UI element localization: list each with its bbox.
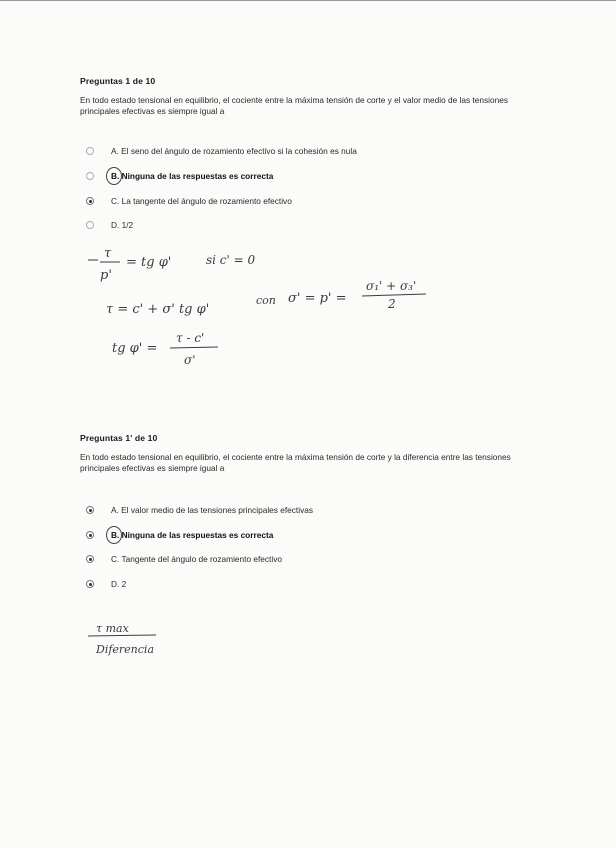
q1-option-b-label: B. Ninguna de las respuestas es correcta [111,171,274,181]
q1-option-c-radio[interactable] [86,197,94,205]
hw-eq2b: σ' = p' = [288,291,347,306]
q1-option-a-label: A. El seno del ángulo de rozamiento efectivo si la cohesión es nula [111,146,357,156]
question-2-text: En todo estado tensional en equilibrio, el cociente entre la máxima tensión de corte y la diferencia entre las tensiones principales efectivas es siempre igual a [80,452,511,473]
question-2-title: Preguntas 1' de 10 [80,433,158,443]
hw-eq3-num: τ - c' [176,331,205,345]
question-1-title: Preguntas 1 de 10 [80,76,156,86]
hw-eq2: τ = c' + σ' tg φ' [106,302,210,317]
hw-rhs: = tg φ' [126,255,172,270]
hw-lhs: τ [104,246,112,261]
hw-frac-den: 2 [388,297,396,311]
q2-option-b-label: B. Ninguna de las respuestas es correcta [111,530,274,540]
hw-q2-den: Diferencia [96,643,155,656]
hw-fraction-line-3 [170,347,218,348]
hw-cond: si c' = 0 [206,253,256,267]
q2-option-d-label: D. 2 [111,579,127,589]
hw-eq3-den: σ' [184,353,196,367]
page-top-edge [0,0,616,1]
q2-option-d-radio[interactable] [86,580,94,588]
hw-eq3: tg φ' = [112,341,158,356]
hw-q2-fraction-line [88,635,156,636]
hw-fraction-line-2 [362,294,426,296]
q2-option-a-label: A. El valor medio de las tensiones principales efectivas [111,505,313,515]
q1-option-b-radio[interactable] [86,172,94,180]
hw-frac-num: σ₁' + σ₃' [366,279,417,293]
hw-lhs-den: p' [100,268,112,283]
q1-option-d-label: D. 1/2 [111,220,134,230]
hw-q2-num: τ max [96,622,129,635]
q1-option-a-radio[interactable] [86,147,94,155]
q2-option-c-radio[interactable] [86,555,94,563]
q2-option-c-label: C. Tangente del ángulo de rozamiento efectivo [111,554,282,564]
q1-option-d-radio[interactable] [86,221,94,229]
hw-con: con [256,294,276,307]
q2-option-b-radio[interactable] [86,531,94,539]
question-1-text: En todo estado tensional en equilibrio, el cociente entre la máxima tensión de corte y el valor medio de las tensiones principales efectivas es siempre igual a [80,95,509,116]
q1-option-c-label: C. La tangente del ángulo de rozamiento efectivo [111,196,292,206]
q2-option-a-radio[interactable] [86,506,94,514]
